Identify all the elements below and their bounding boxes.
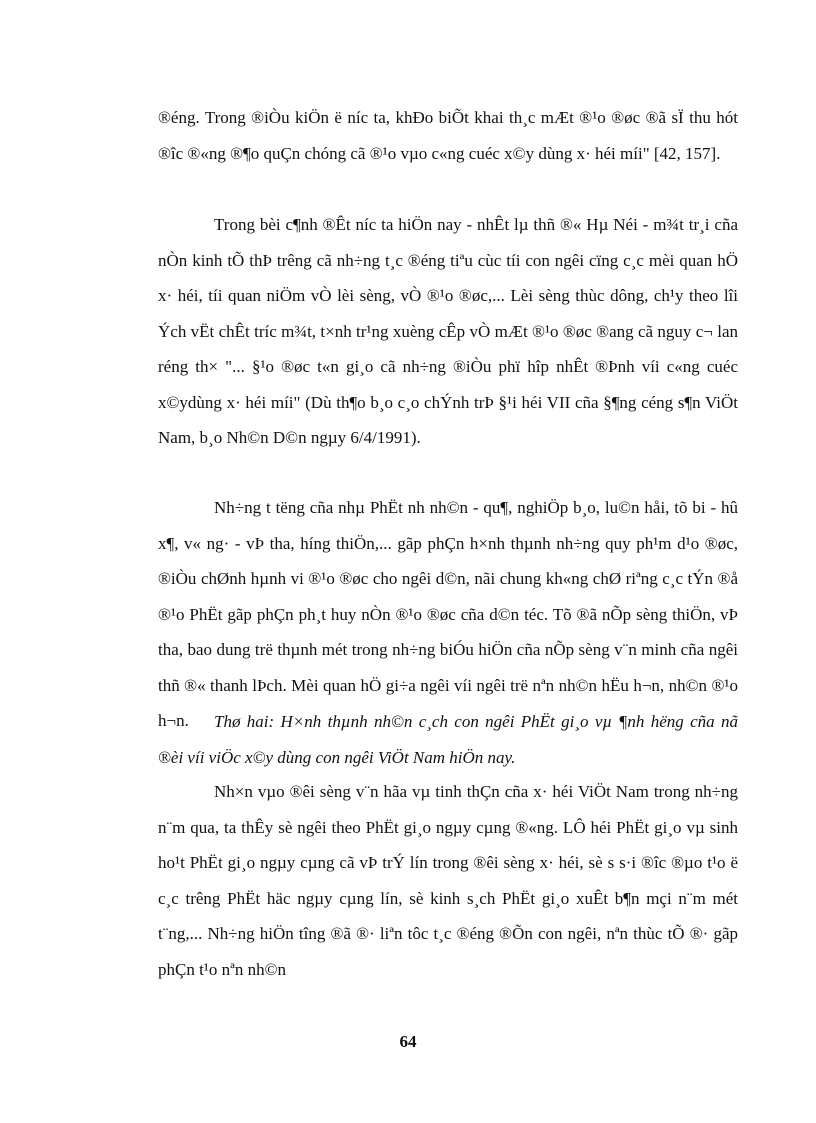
paragraph-3: Nh÷ng t tëng cña nhµ PhËt nh nh©n - qu¶, nghiÖp b¸o, lu©n håi, tõ bi - hû x¶, v« ng· - vÞ tha, híng thiÖn,... gãp phÇn h×nh thµnh nh÷ng quy ph¹m d¹o ®øc, ®iÒu chØnh hµnh vi ®¹o ®øc cho ngêi d©n, nãi chung kh«ng chØ riªng c¸c tÝn ®å ®¹o PhËt gãp phÇn ph¸t huy nÒn ®¹o ®øc cña d©n téc. Tõ ®ã nÕp sèng thiÖn, vÞ tha, bao dung trë thµnh mét trong nh÷ng biÓu hiÖn cña nÕp sèng v¨n minh cña ngêi thñ ®« thanh lÞch. Mèi quan hÖ gi÷a ngêi víi ngêi trë nªn nh©n hËu h¬n, nh©n ®¹o h¬n.: [158, 498, 738, 730]
section-heading-second: Thø hai: H×nh thµnh nh©n c¸ch con ngêi PhËt gi¸o vµ ¶nh hëng cña nã ®èi víi viÖc x©y dùng con ngêi ViÖt Nam hiÖn nay.: [158, 712, 738, 767]
paragraph-2: Trong bèi c¶nh ®Êt níc ta hiÖn nay - nhÊt lµ thñ ®« Hµ Néi - m¾t tr¸i cña nÒn kinh tÕ thÞ trêng cã nh÷ng t¸c ®éng tiªu cùc tíi con ngêi cïng c¸c mèi quan hÖ x· héi, tíi quan niÖm vÒ lèi sèng, vÒ ®¹o ®øc,... Lèi sèng thùc dông, ch¹y theo lîi Ých vËt chÊt tríc m¾t, t×nh tr¹ng xuèng cÊp vÒ mÆt ®¹o ®øc ®ang cã nguy c¬ lan réng th× "... §¹o ®øc t«n gi¸o cã nh÷ng ®iÒu phï hîp nhÊt ®Þnh víi c«ng cuéc x©ydùng x· héi míi" (Dù th¶o b¸o c¸o chÝnh trÞ §¹i héi VII cña §¶ng céng s¶n ViÖt Nam, b¸o Nh©n D©n ngµy 6/4/1991).: [158, 215, 738, 447]
paragraph-4: Nh×n vµo ®êi sèng v¨n hãa vµ tinh thÇn cña x· héi ViÖt Nam trong nh÷ng n¨m qua, ta thÊy sè ngêi theo PhËt gi¸o ngµy cµng ®«ng. LÔ héi PhËt gi¸o vµ sinh ho¹t PhËt gi¸o ngµy cµng cã vÞ trÝ lín trong ®êi sèng x· héi, sè s s·i ®îc ®µo t¹o ë c¸c trêng PhËt häc ngµy cµng lín, sè kinh s¸ch PhËt gi¸o xuÊt b¶n mçi n¨m mét t¨ng,... Nh÷ng hiÖn tîng ®ã ®· liªn tôc t¸c ®éng ®Õn con ngêi, nªn thùc tÕ ®· gãp phÇn t¹o nªn nh©n: [158, 782, 738, 979]
page-number: 64: [399, 1032, 417, 1051]
paragraph-1: ®éng. Trong ®iÒu kiÖn ë níc ta, khÐo biÕt khai th¸c mÆt ®¹o ®øc ®ã sÏ thu hót ®îc ®«ng ®¶o quÇn chóng cã ®¹o vµo c«ng cuéc x©y dùng x· héi míi" [42, 157].: [158, 108, 738, 163]
